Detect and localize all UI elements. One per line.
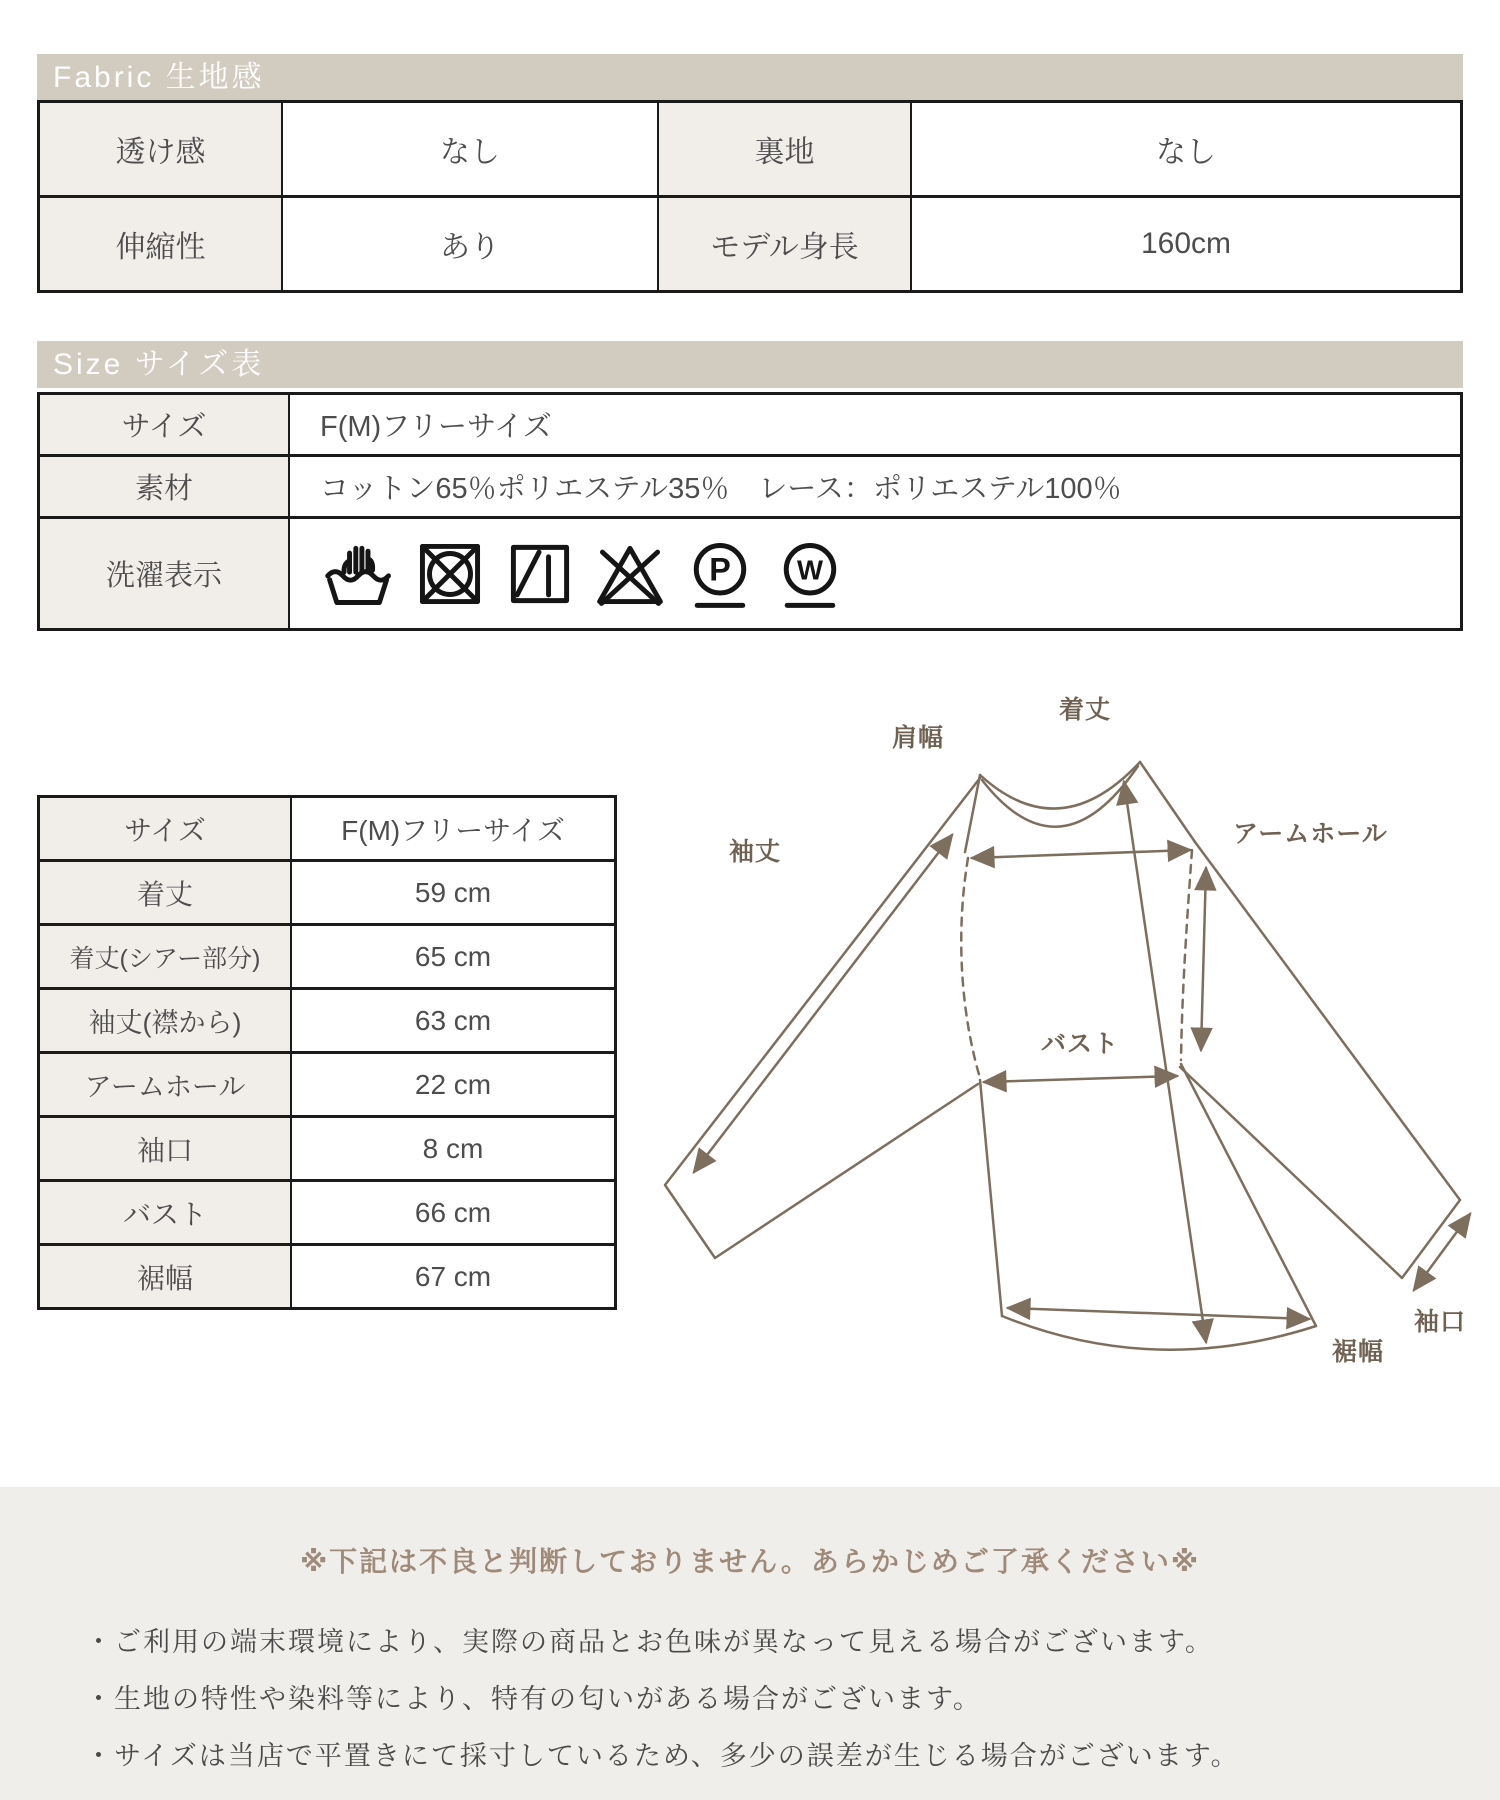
hem-width-arrow (1008, 1308, 1309, 1319)
fabric-label-lining: 裏地 (658, 102, 911, 197)
table-row (39, 102, 1462, 197)
info-label-care: 洗濯表示 (39, 518, 290, 630)
diagram-label-length: 着丈 (1058, 696, 1112, 724)
diagram-label-bust: バスト (1040, 1030, 1120, 1058)
care-icons-row (320, 536, 1460, 612)
meas-value-length: 59 cm (291, 861, 616, 925)
notes-section (0, 1487, 1500, 1800)
note-item: ・ご利用の端末環境により、実際の商品とお色味が異なって見える場合がございます。 (85, 1627, 1214, 1657)
diagram-label-armhole: アームホール (1233, 820, 1388, 848)
meas-label-cuff: 袖口 (39, 1117, 292, 1181)
diagram-label-shoulder: 肩幅 (891, 724, 945, 752)
diagram-label-hem: 裾幅 (1332, 1338, 1385, 1366)
svg-text:P: P (709, 551, 731, 588)
meas-value-sleeve: 63 cm (291, 989, 616, 1053)
table-row (39, 797, 616, 861)
table-row (39, 394, 1462, 456)
meas-label-sleeve: 袖丈(襟から) (39, 989, 292, 1053)
meas-value-cuff: 8 cm (291, 1117, 616, 1181)
info-value-material: コットン65％ポリエステル35％ レース：ポリエステル100％ (289, 456, 1462, 518)
note-item: ・サイズは当店で平置きにて採寸しているため、多少の誤差が生じる場合がございます。 (85, 1741, 1240, 1771)
fabric-value-sheerness: なし (282, 102, 658, 197)
fabric-value-stretch: あり (282, 197, 658, 292)
fabric-label-stretch: 伸縮性 (39, 197, 283, 292)
meas-label-length-sheer: 着丈(シアー部分) (39, 925, 292, 989)
meas-label-bust: バスト (39, 1181, 292, 1245)
do-not-tumble-dry-icon (412, 536, 488, 612)
table-row (39, 1117, 616, 1181)
fabric-table (37, 100, 1463, 293)
table-row (39, 861, 616, 925)
table-row (39, 989, 616, 1053)
fabric-value-lining: なし (911, 102, 1462, 197)
size-section-header (37, 341, 1463, 388)
table-row (39, 925, 616, 989)
meas-label-length: 着丈 (39, 861, 292, 925)
care-symbols-cell (289, 518, 1462, 630)
fabric-section-header-label: Fabric 生地感 (53, 61, 265, 94)
hand-wash-icon (322, 536, 398, 612)
table-row (39, 1053, 616, 1117)
sleeve-length-arrow (694, 835, 952, 1172)
length-arrow (1124, 782, 1206, 1342)
meas-value-armhole: 22 cm (291, 1053, 616, 1117)
meas-label-hem: 裾幅 (39, 1245, 292, 1309)
do-not-bleach-icon (592, 536, 668, 612)
meas-value-size: F(M)フリーサイズ (291, 797, 616, 861)
fabric-section-header (37, 54, 1463, 101)
meas-value-bust: 66 cm (291, 1181, 616, 1245)
meas-label-armhole: アームホール (39, 1053, 292, 1117)
info-label-size: サイズ (39, 394, 290, 456)
table-row (39, 1245, 616, 1309)
fabric-value-model-height: 160cm (911, 197, 1462, 292)
meas-value-length-sheer: 65 cm (291, 925, 616, 989)
hang-dry-in-shade-icon (502, 536, 578, 612)
size-section-header-label: Size サイズ表 (53, 348, 265, 381)
diagram-label-cuff: 袖口 (1413, 1308, 1467, 1336)
bust-arrow (984, 1076, 1177, 1082)
armhole-arrow (1201, 868, 1206, 1050)
info-label-material: 素材 (39, 456, 290, 518)
dry-clean-p-icon (682, 536, 758, 612)
notes-title: ※下記は不良と判断しておりません。あらかじめご了承ください※ (299, 1546, 1201, 1577)
shoulder-width-arrow (972, 850, 1190, 858)
table-row (39, 518, 1462, 630)
note-item: ・生地の特性や染料等により、特有の匂いがある場合がございます。 (85, 1684, 982, 1714)
garment-measurement-diagram (650, 680, 1500, 1380)
meas-label-size: サイズ (39, 797, 292, 861)
notes-list (0, 1614, 1500, 1785)
table-row (39, 1181, 616, 1245)
diagram-label-sleeve: 袖丈 (728, 838, 782, 866)
size-info-table (37, 392, 1463, 631)
info-value-size: F(M)フリーサイズ (289, 394, 1462, 456)
wet-clean-w-icon (772, 536, 848, 612)
fabric-label-sheerness: 透け感 (39, 102, 283, 197)
fabric-label-model-height: モデル身長 (658, 197, 911, 292)
table-row (39, 197, 1462, 292)
svg-text:W: W (796, 554, 824, 586)
measurement-table (37, 795, 617, 1310)
meas-value-hem: 67 cm (291, 1245, 616, 1309)
table-row (39, 456, 1462, 518)
